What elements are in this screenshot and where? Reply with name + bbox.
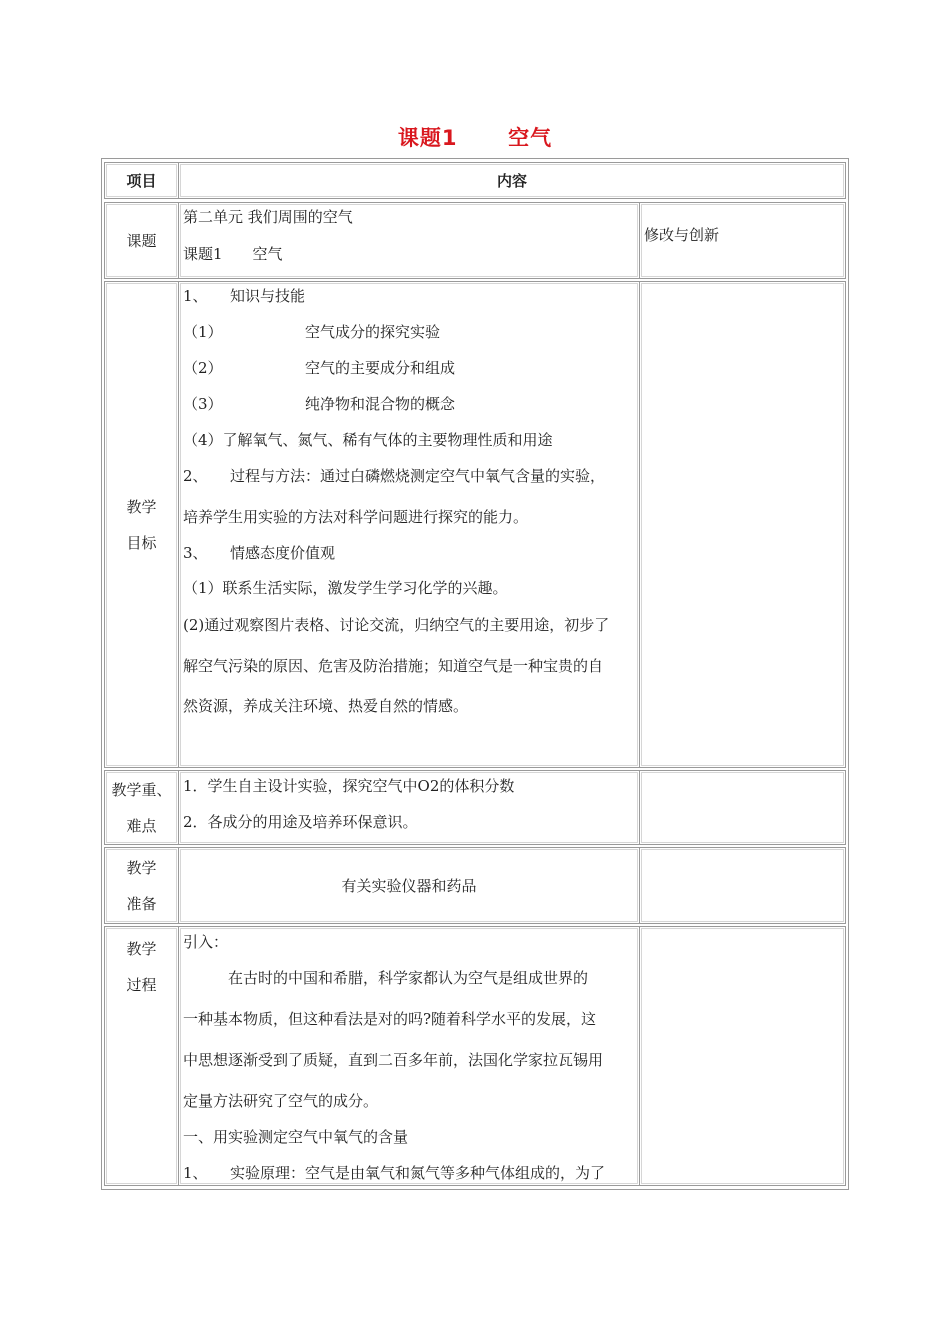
prep-text: 有关实验仪器和药品 [341,877,477,895]
focus-revision-cell [639,770,846,845]
revision-label: 修改与创新 [644,226,720,244]
focus-label-2: 难点 [126,816,157,835]
goals-label-2: 目标 [126,533,157,552]
title-prefix: 课题1 [397,126,458,150]
goal-line: （1）联系生活实际，激发学生学习化学的兴趣。 [183,579,508,597]
topic-line-1: 第二单元 我们周围的空气 [183,208,353,226]
prep-revision-cell [639,847,846,924]
process-line: 1、 实验原理：空气是由氧气和氮气等多种气体组成的，为了 [183,1164,606,1182]
goal-line: （2） 空气的主要成分和组成 [183,359,456,377]
process-line: 一种基本物质，但这种看法是对的吗?随着科学水平的发展，这 [183,1010,597,1028]
goal-line: 1、 知识与技能 [183,287,306,305]
topic-label: 课题 [126,232,157,250]
focus-content-cell [178,770,640,845]
focus-label-cell [104,770,179,845]
goal-line: （1） 空气成分的探究实验 [183,323,441,341]
process-revision-cell [639,926,846,1186]
revision-header-cell [639,202,846,279]
header-item-cell [104,162,179,199]
process-content-cell [178,926,640,1186]
goal-line: 2、 过程与方法：通过白磷燃烧测定空气中氧气含量的实验， [183,467,606,485]
goal-line: 培养学生用实验的方法对科学问题进行探究的能力。 [183,508,529,526]
prep-label-1: 教学 [126,858,157,877]
topic-label-cell [104,202,179,279]
process-line: 引入： [183,933,229,951]
header-content: 内容 [496,172,527,190]
focus-label-1: 教学重、 [111,780,172,799]
title-name: 空气 [508,126,553,150]
focus-line: 2．各成分的用途及培养环保意识。 [183,813,418,831]
goals-content-cell [178,281,640,768]
process-line: 中思想逐渐受到了质疑，直到二百多年前，法国化学家拉瓦锡用 [183,1051,604,1069]
goals-label-1: 教学 [126,497,157,516]
goals-revision-cell [639,281,846,768]
process-label-2: 过程 [126,976,157,994]
goal-line: (2)通过观察图片表格、讨论交流，归纳空气的主要用途，初步了 [183,616,610,634]
topic-line-2: 课题1 空气 [183,245,283,263]
goal-line: 3、 情感态度价值观 [183,544,336,562]
goal-line: 然资源，养成关注环境、热爱自然的情感。 [183,697,469,715]
prep-label-cell [104,847,179,924]
header-item: 项目 [126,172,157,190]
focus-line: 1．学生自主设计实验，探究空气中O2的体积分数 [183,777,515,795]
goal-line: 解空气污染的原因、危害及防治措施；知道空气是一种宝贵的自 [183,657,604,675]
topic-content-cell [178,202,640,279]
process-line: 定量方法研究了空气的成分。 [183,1092,379,1110]
document-title [0,122,950,152]
goal-line: （3） 纯净物和混合物的概念 [183,395,456,413]
process-label-cell [104,926,179,1186]
prep-content-cell [178,847,640,924]
goal-line: （4）了解氧气、氮气、稀有气体的主要物理性质和用途 [183,431,553,449]
process-line: 在古时的中国和希腊，科学家都认为空气是组成世界的 [183,969,589,987]
goals-label-cell [104,281,179,768]
header-content-cell [178,162,846,199]
process-line: 一、用实验测定空气中氧气的含量 [183,1128,409,1146]
prep-label-2: 准备 [126,894,157,913]
process-label-1: 教学 [126,940,157,958]
